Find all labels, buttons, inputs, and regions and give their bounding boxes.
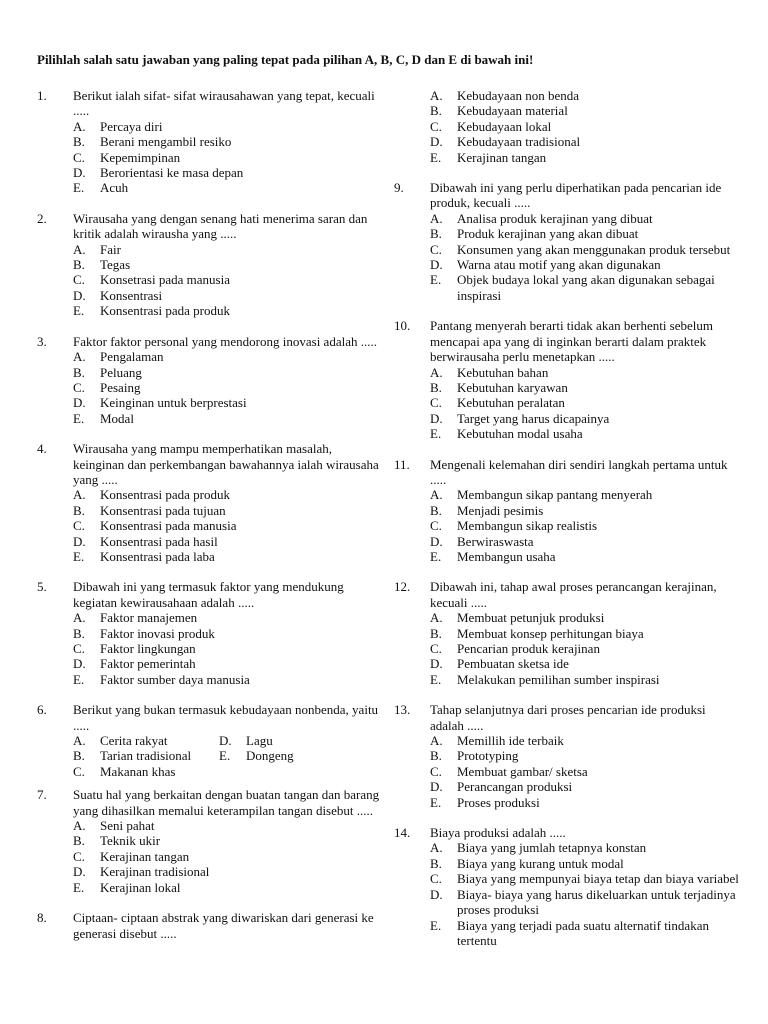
option-letter: A. (73, 818, 86, 834)
option-letter: A. (430, 88, 443, 103)
option-letter: D. (430, 656, 443, 672)
option-letter: B. (430, 226, 442, 242)
answer-option-c (73, 518, 382, 533)
option-letter: C. (430, 518, 442, 534)
option-text: Membangun sikap pantang menyerah (457, 487, 653, 503)
option-letter: C. (73, 272, 85, 288)
question-5 (37, 579, 382, 687)
option-letter: E. (430, 272, 442, 288)
answer-options (430, 487, 739, 564)
answer-option-e (430, 426, 739, 441)
option-letter: E. (73, 671, 85, 687)
option-letter: C. (430, 641, 442, 656)
answer-options (73, 242, 382, 319)
option-letter: D. (73, 864, 86, 880)
option-letter: B. (73, 134, 85, 150)
answer-option-d (73, 864, 382, 879)
option-letter: D. (219, 733, 232, 749)
option-letter: C. (430, 763, 442, 779)
option-text: Pesaing (100, 379, 141, 395)
option-text: Faktor pemerintah (100, 656, 196, 672)
answer-options (73, 733, 382, 779)
answer-option-d (430, 779, 739, 794)
option-letter: C. (430, 395, 442, 411)
answer-option-c (430, 395, 739, 410)
option-text: Biaya yang mempunyai biaya tetap dan biaya variabel (457, 871, 739, 887)
option-text: Konsentrasi pada produk (100, 487, 230, 503)
question-10 (394, 318, 739, 441)
option-letter: C. (73, 641, 85, 656)
option-letter: C. (430, 241, 442, 257)
option-letter: E. (73, 879, 85, 895)
answer-option-e (430, 549, 739, 564)
option-letter: D. (430, 410, 443, 426)
question-text: Wirausaha yang dengan senang hati menerima saran dan kritik adalah wirausha yang ..... (73, 210, 368, 242)
option-letter: C. (73, 848, 85, 864)
option-letter: D. (430, 257, 443, 273)
answer-option-e (430, 672, 739, 687)
answer-option-a (73, 818, 382, 833)
answer-option-c (73, 641, 382, 656)
answer-option-c (73, 849, 382, 864)
option-text: Warna atau motif yang akan digunakan (457, 257, 661, 273)
answer-option-c (430, 242, 739, 257)
answer-option-d (430, 411, 739, 426)
option-text: Target yang harus dicapainya (457, 410, 610, 426)
option-text: Konsetrasi pada manusia (100, 272, 230, 288)
question-text: Wirausaha yang mampu memperhatikan masalah, keinginan dan perkembangan bawahannya ialah wirausaha yang ..... (73, 441, 379, 487)
question-11 (394, 457, 739, 565)
option-text: Keinginan untuk berprestasi (100, 395, 247, 411)
option-text: Prototyping (457, 748, 519, 764)
instruction-heading: Pilihlah salah satu jawaban yang paling tepat pada pilihan A, B, C, D dan E di bawah ini! (37, 52, 534, 67)
option-letter: E. (430, 671, 442, 687)
option-letter: A. (73, 349, 86, 365)
answer-options (430, 88, 739, 165)
option-letter: E. (430, 794, 442, 810)
answer-option-a (73, 487, 382, 502)
option-letter: A. (430, 210, 443, 226)
option-text: Peluang (100, 364, 142, 380)
option-text: Konsentrasi pada hasil (100, 533, 218, 549)
question-text: Mengenali kelemahan diri sendiri langkah pertama untuk ..... (430, 456, 728, 487)
answer-option-c (73, 764, 219, 779)
option-text: Acuh (100, 180, 129, 196)
answer-options (430, 365, 739, 442)
option-letter: B. (73, 833, 85, 849)
answer-options (430, 840, 739, 948)
question-text: Ciptaan- ciptaan abstrak yang diwariskan dari generasi ke generasi disebut ..... (73, 910, 374, 941)
question-text: Suatu hal yang berkaitan dengan buatan tangan dan barang yang dihasilkan memalui keterampilan tangan disebut ..... (73, 787, 380, 818)
option-letter: B. (430, 379, 442, 395)
option-text: Kerajinan tangan (100, 848, 190, 864)
answer-option-b (430, 626, 739, 641)
question-number: 2. (37, 210, 47, 226)
answer-option-e (73, 411, 382, 426)
answer-option-e (73, 549, 382, 564)
answer-option-b (73, 503, 382, 518)
question-text: Dibawah ini yang perlu diperhatikan pada pencarian ide produk, kecuali ..... (430, 180, 722, 211)
question-text: Berikut yang bukan termasuk kebudayaan nonbenda, yaitu ..... (73, 702, 379, 733)
answer-option-c (430, 641, 739, 656)
answer-option-a (73, 610, 382, 625)
question-number: 12. (394, 579, 411, 595)
option-text: Proses produksi (457, 794, 540, 810)
answer-option-b (73, 748, 219, 763)
answer-option-a (430, 840, 739, 855)
question-number: 11. (394, 456, 410, 472)
option-text: Pembuatan sketsa ide (457, 656, 569, 672)
option-letter: E. (73, 303, 85, 319)
question-14 (394, 825, 739, 948)
option-letter: E. (430, 548, 442, 564)
answer-option-b (73, 257, 382, 272)
option-letter: B. (73, 748, 85, 764)
question-number: 13. (394, 702, 411, 718)
option-text: Makanan khas (100, 763, 176, 779)
option-letter: A. (73, 487, 86, 503)
option-text: Kebutuhan peralatan (457, 395, 565, 411)
answer-option-d (73, 534, 382, 549)
question-9 (394, 180, 739, 303)
option-text: Membuat petunjuk produksi (457, 610, 605, 626)
option-text: Kebutuhan modal usaha (457, 426, 583, 442)
option-letter: E. (73, 410, 85, 426)
question-text: Biaya produksi adalah ..... (430, 825, 566, 841)
answer-option-d (430, 134, 739, 149)
option-letter: A. (430, 610, 443, 626)
option-letter: C. (430, 118, 442, 134)
option-text: Objek budaya lokal yang akan digunakan sebagai inspirasi (457, 272, 715, 303)
question-text: Dibawah ini, tahap awal proses perancangan kerajinan, kecuali ..... (430, 579, 717, 610)
question-8-options-continued (394, 88, 739, 165)
option-text: Konsumen yang akan menggunakan produk tersebut (457, 241, 731, 257)
question-number: 7. (37, 787, 47, 803)
option-letter: C. (73, 518, 85, 534)
answer-option-d (73, 165, 382, 180)
option-letter: D. (430, 533, 443, 549)
question-12 (394, 579, 739, 687)
answer-option-e (73, 180, 382, 195)
question-7 (37, 787, 382, 895)
option-text: Kerajinan tangan (457, 149, 547, 165)
answer-option-b (73, 833, 382, 848)
option-letter: E. (73, 180, 85, 196)
option-text: Berorientasi ke masa depan (100, 165, 244, 181)
option-text: Faktor inovasi produk (100, 625, 215, 641)
option-text: Melakukan pemilihan sumber inspirasi (457, 671, 660, 687)
option-letter: B. (430, 103, 442, 119)
answer-options (73, 487, 382, 564)
answer-option-d (430, 656, 739, 671)
option-text: Membangun usaha (457, 548, 556, 564)
option-text: Konsentrasi pada manusia (100, 518, 237, 534)
question-number: 8. (37, 910, 47, 926)
answer-option-c (73, 380, 382, 395)
option-text: Kerajinan tradisional (100, 864, 210, 880)
question-number: 9. (394, 180, 404, 196)
option-text: Membuat gambar/ sketsa (457, 763, 588, 779)
option-letter: A. (430, 487, 443, 503)
option-text: Konsentrasi pada produk (100, 303, 230, 319)
answer-option-e (430, 150, 739, 165)
option-letter: D. (73, 287, 86, 303)
option-letter: A. (430, 733, 443, 749)
question-number: 6. (37, 702, 47, 718)
answer-option-e (73, 672, 382, 687)
answer-option-e (73, 303, 382, 318)
question-3 (37, 334, 382, 426)
answer-option-d (219, 733, 359, 748)
option-letter: C. (73, 763, 85, 779)
question-8 (37, 910, 382, 941)
answer-option-b (430, 748, 739, 763)
answer-option-a (430, 88, 739, 103)
answer-option-c (430, 518, 739, 533)
question-number: 1. (37, 88, 47, 103)
option-text: Konsentrasi pada tujuan (100, 502, 226, 518)
question-4 (37, 441, 382, 564)
answer-option-b (73, 134, 382, 149)
option-letter: B. (430, 502, 442, 518)
option-text: Kepemimpinan (100, 149, 181, 165)
option-text: Konsentrasi pada laba (100, 548, 215, 564)
question-text: Tahap selanjutnya dari proses pencarian ide produksi adalah ..... (430, 702, 706, 733)
answer-option-b (73, 365, 382, 380)
answer-option-e (219, 748, 359, 763)
option-text: Faktor sumber daya manusia (100, 671, 250, 687)
option-letter: A. (73, 241, 86, 257)
answer-options (73, 818, 382, 895)
answer-options (430, 211, 739, 303)
answer-option-c (73, 272, 382, 287)
option-text: Membangun sikap realistis (457, 518, 598, 534)
option-text: Biaya yang jumlah tetapnya konstan (457, 840, 647, 856)
option-text: Teknik ukir (100, 833, 161, 849)
option-text: Pengalaman (100, 349, 164, 365)
answer-option-a (73, 242, 382, 257)
right-column (394, 88, 739, 948)
question-text: Berikut ialah sifat- sifat wirausahawan yang tepat, kecuali ..... (73, 88, 375, 119)
question-number: 5. (37, 579, 47, 595)
option-letter: D. (73, 656, 86, 672)
answer-option-a (73, 119, 382, 134)
answer-option-b (430, 226, 739, 241)
option-text: Biaya yang terjadi pada suatu alternatif tindakan tertentu (457, 917, 709, 948)
option-text: Menjadi pesimis (457, 502, 544, 518)
option-letter: E. (219, 748, 231, 764)
answer-option-a (430, 365, 739, 380)
option-text: Faktor manajemen (100, 610, 198, 626)
option-letter: A. (430, 364, 443, 380)
answer-option-c (430, 119, 739, 134)
option-text: Kebudayaan non benda (457, 88, 580, 103)
option-text: Modal (100, 410, 134, 426)
left-column (37, 88, 382, 941)
option-text: Cerita rakyat (100, 733, 168, 749)
option-text: Dongeng (246, 748, 294, 764)
option-text: Seni pahat (100, 818, 155, 834)
answer-option-a (73, 733, 219, 748)
question-number: 4. (37, 441, 47, 457)
answer-option-c (430, 764, 739, 779)
question-13 (394, 702, 739, 810)
option-text: Kebutuhan bahan (457, 364, 549, 380)
answer-option-d (430, 257, 739, 272)
answer-option-a (430, 610, 739, 625)
answer-option-a (430, 211, 739, 226)
option-letter: B. (430, 855, 442, 871)
option-letter: B. (73, 625, 85, 641)
option-text: Produk kerajinan yang akan dibuat (457, 226, 639, 242)
answer-option-e (73, 880, 382, 895)
option-letter: D. (73, 533, 86, 549)
option-text: Lagu (246, 733, 273, 749)
answer-option-b (430, 856, 739, 871)
option-letter: D. (430, 134, 443, 150)
answer-option-a (430, 733, 739, 748)
option-letter: B. (430, 748, 442, 764)
answer-option-c (430, 871, 739, 886)
answer-option-d (73, 395, 382, 410)
option-text: Memillih ide terbaik (457, 733, 564, 749)
option-letter: A. (73, 733, 86, 749)
answer-option-d (73, 656, 382, 671)
option-letter: E. (430, 426, 442, 442)
option-letter: C. (73, 379, 85, 395)
answer-options (73, 119, 382, 196)
option-letter: C. (430, 871, 442, 887)
option-letter: B. (73, 257, 85, 273)
question-2 (37, 211, 382, 319)
option-text: Perancangan produksi (457, 779, 573, 795)
option-letter: B. (430, 625, 442, 641)
question-text: Faktor faktor personal yang mendorong inovasi adalah ..... (73, 333, 377, 349)
option-text: Kebudayaan lokal (457, 118, 552, 134)
answer-options (430, 610, 739, 687)
question-number: 10. (394, 318, 411, 334)
option-letter: C. (73, 149, 85, 165)
answer-option-b (73, 626, 382, 641)
option-letter: E. (73, 548, 85, 564)
answer-option-a (73, 349, 382, 364)
option-text: Faktor lingkungan (100, 641, 196, 656)
answer-option-e (430, 795, 739, 810)
answer-options (73, 610, 382, 687)
option-letter: B. (73, 502, 85, 518)
option-text: Membuat konsep perhitungan biaya (457, 625, 644, 641)
question-number: 14. (394, 825, 411, 841)
option-letter: A. (430, 840, 443, 856)
answer-option-e (430, 918, 739, 949)
option-text: Berani mengambil resiko (100, 134, 232, 150)
option-letter: B. (73, 364, 85, 380)
option-text: Percaya diri (100, 118, 163, 134)
answer-option-e (430, 272, 739, 303)
option-text: Kebudayaan tradisional (457, 134, 581, 150)
option-letter: D. (430, 886, 443, 902)
question-number: 3. (37, 333, 47, 349)
question-text: Dibawah ini yang termasuk faktor yang mendukung kegiatan kewirausahaan adalah ..... (73, 579, 344, 610)
answer-option-d (430, 887, 739, 918)
option-text: Berwiraswasta (457, 533, 534, 549)
answer-option-c (73, 150, 382, 165)
option-text: Tarian tradisional (100, 748, 192, 764)
question-6 (37, 702, 382, 779)
option-text: Biaya yang kurang untuk modal (457, 855, 624, 871)
option-text: Pencarian produk kerajinan (457, 641, 600, 656)
answer-option-b (430, 380, 739, 395)
option-letter: A. (73, 610, 86, 626)
answer-option-d (73, 288, 382, 303)
question-1 (37, 88, 382, 196)
option-letter: E. (430, 917, 442, 933)
answer-option-b (430, 103, 739, 118)
option-text: Tegas (100, 257, 131, 273)
option-text: Biaya- biaya yang harus dikeluarkan untuk terjadinya proses produksi (457, 886, 736, 918)
option-text: Analisa produk kerajinan yang dibuat (457, 210, 653, 226)
answer-option-d (430, 534, 739, 549)
option-letter: D. (73, 395, 86, 411)
option-letter: E. (430, 149, 442, 165)
answer-options (73, 349, 382, 426)
answer-option-a (430, 487, 739, 502)
answer-options (430, 733, 739, 810)
answer-option-b (430, 503, 739, 518)
option-text: Konsentrasi (100, 287, 163, 303)
option-text: Kebudayaan material (457, 103, 568, 119)
option-letter: D. (430, 779, 443, 795)
option-letter: A. (73, 118, 86, 134)
option-text: Kebutuhan karyawan (457, 379, 568, 395)
option-text: Fair (100, 241, 121, 257)
question-text: Pantang menyerah berarti tidak akan berhenti sebelum mencapai apa yang di inginkan berarti dalam praktek berwirausaha perlu menetapkan ..... (430, 318, 714, 365)
option-letter: D. (73, 165, 86, 181)
option-text: Kerajinan lokal (100, 879, 181, 895)
